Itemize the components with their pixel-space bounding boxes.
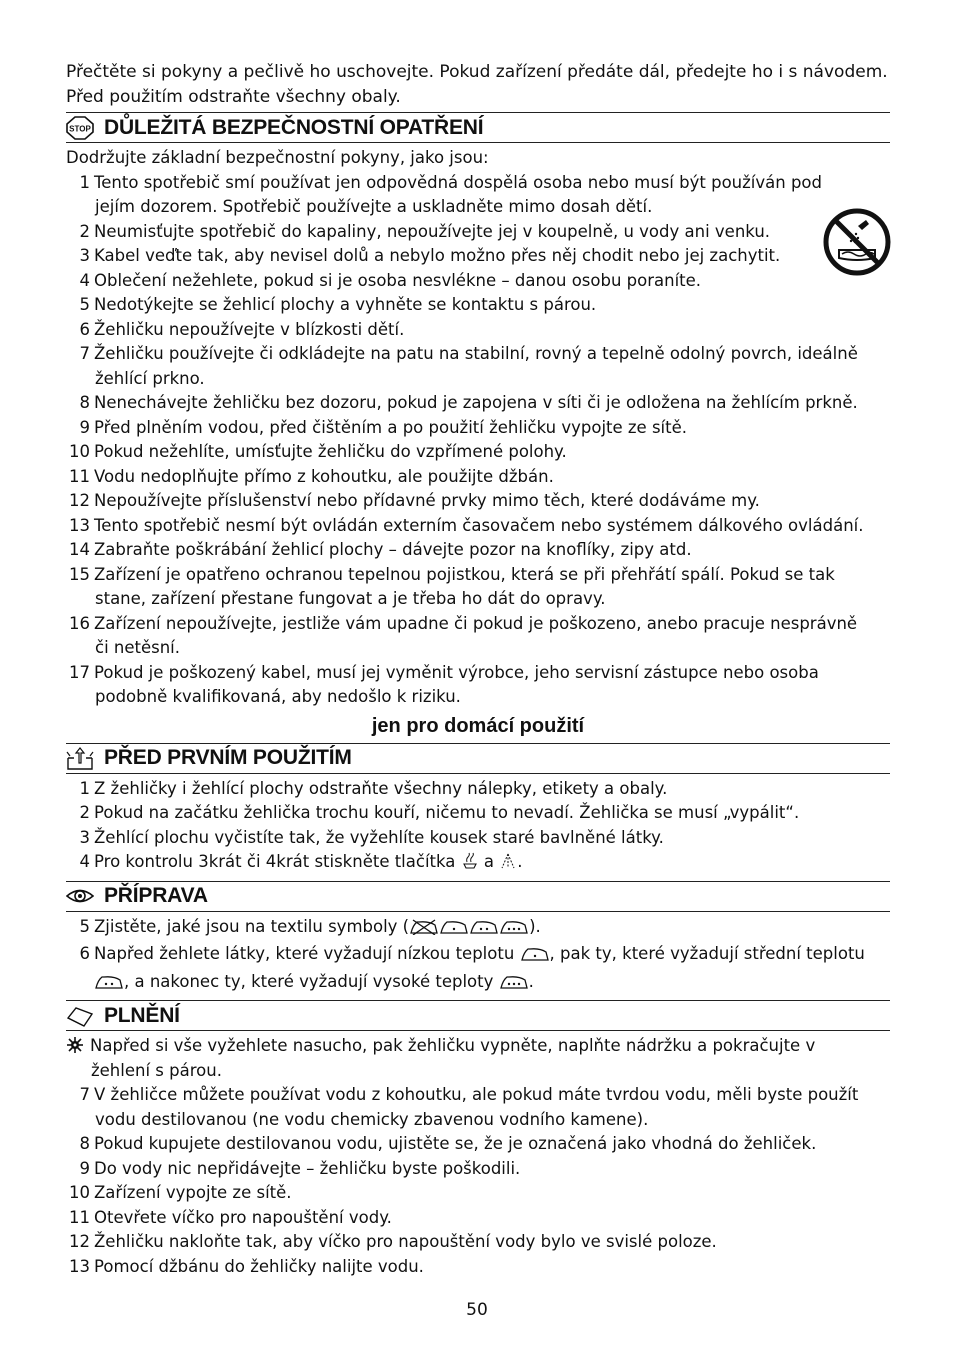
item-number: 7 [79,1085,90,1104]
item-text: Napřed žehlete látky, které vyžadují nízkou teplotu [94,944,515,963]
safety-title: DŮLEŽITÁ BEZPEČNOSTNÍ OPATŘENÍ [104,115,484,139]
list-item [66,1206,890,1231]
item-text: a [483,852,495,871]
list-item [66,391,890,416]
safety-list [66,171,890,710]
item-number: 6 [79,319,90,339]
item-text: Žehličku používejte či odkládejte na patu na stabilní, rovný a tepelně odolný povrch, ideálně [94,344,858,363]
item-text: Žehlící plochu vyčistíte tak, že vyžehlíte kousek staré bavlněné látky. [94,827,664,847]
item-number: 17 [69,662,90,682]
list-item [66,1181,890,1206]
item-number: 8 [79,1134,90,1153]
item-text: Kabel veďte tak, aby nevisel dolů a nebylo možno přes něj chodit nebo jej zachytit. [94,246,781,265]
stop-icon-text: STOP [69,124,91,133]
list-item [66,171,890,220]
page-number: 50 [466,1300,488,1320]
iron-two-dots-icon [469,918,499,943]
item-text-continued: či netěsní. [95,638,181,657]
item-number: 10 [69,1183,90,1202]
filling-list [66,1083,890,1279]
item-text-continued: žehlení s párou. [91,1060,222,1080]
list-item [66,538,890,563]
list-item [66,416,890,441]
item-text: Nenechávejte žehličku bez dozoru, pokud je zapojena v síti či je odložena na žehlícím prkně. [94,393,858,412]
list-item [66,1230,890,1255]
item-number: 2 [79,221,90,241]
item-number: 7 [79,344,90,363]
list-item [66,777,890,802]
list-item [66,801,890,826]
item-number: 8 [79,393,90,412]
list-item [66,612,890,661]
list-item [66,661,890,710]
list-item [66,1157,890,1182]
item-text: Pokud nežehlíte, umísťujte žehličku do vzpřímené polohy. [94,442,567,461]
item-number: 12 [69,1232,90,1251]
item-text-continued: podobně kvalifikovaná, aby nedošlo k riziku. [95,687,461,706]
steam-button-icon [461,852,479,878]
list-item [66,1034,890,1083]
item-text: Nedotýkejte se žehlicí plochy a vyhněte se kontaktu s párou. [94,295,597,314]
item-number: 13 [69,1256,90,1276]
stop-icon [66,116,94,140]
list-item [66,489,890,514]
item-text: Zabraňte poškrábání žehlicí plochy – dávejte pozor na knoflíky, zipy atd. [94,540,692,559]
item-number: 16 [69,613,90,633]
list-item [66,826,890,851]
item-number: 4 [79,852,90,871]
item-number: 6 [79,944,90,963]
intro-line: Před použitím odstraňte všechny obaly. [66,86,401,107]
intro-line: Přečtěte si pokyny a pečlivě ho uschovejte. Pokud zařízení předáte dál, předejte ho i s návodem. [66,62,888,82]
item-text: Pro kontrolu 3krát či 4krát stiskněte tlačítka [94,852,456,871]
list-item [66,244,890,269]
iron-two-dots-icon [94,973,124,998]
item-number: 1 [79,172,90,192]
item-number: 14 [69,540,90,559]
item-text: Zjistěte, jaké jsou na textilu symboly ( [94,916,410,936]
list-item [66,342,890,391]
list-item [66,293,890,318]
dry-ironing-icon [66,1034,90,1083]
list-item [66,563,890,612]
item-number: 15 [69,564,90,584]
item-text: , a nakonec ty, které vyžadují vysoké teploty [124,971,494,991]
iron-three-dots-icon [499,918,529,943]
item-text: Vodu nedoplňujte přímo z kohoutku, ale použijte džbán. [94,466,554,486]
item-text: . [517,852,523,871]
item-number: 3 [79,827,90,847]
iron-one-dot-icon [520,945,550,970]
iron-one-dot-icon [439,918,469,943]
item-text-continued: vodu destilovanou (ne vodu chemicky zbavenou vodního kamene). [95,1109,649,1129]
safety-section-header [66,112,890,143]
list-item [66,465,890,490]
eye-icon [66,884,94,908]
item-text: Pokud kupujete destilovanou vodu, ujistěte se, že je označená jako vhodná do žehliček. [94,1134,817,1153]
first-use-title: PŘED PRVNÍM POUŽITÍM [104,746,352,769]
home-use-only-note: jen pro domácí použití [371,714,585,737]
item-number: 12 [69,491,90,510]
no-iron-symbol-icon [409,918,439,943]
unpack-box-icon [66,746,94,770]
item-number: 10 [69,442,90,461]
item-text: ). [529,916,541,936]
item-number: 9 [79,1158,90,1178]
prep-title: PŘÍPRAVA [104,884,208,907]
list-item [66,440,890,465]
list-item [66,318,890,343]
safety-lead: Dodržujte základní bezpečnostní pokyny, jako jsou: [66,148,489,167]
item-text: Pokud na začátku žehlička trochu kouří, ničemu to nevadí. Žehlička se musí „vypálit“. [94,803,800,822]
item-text-continued: žehlící prkno. [95,368,205,388]
item-text: Tento spotřebič smí používat jen odpovědná dospělá osoba nebo musí být používán pod [94,172,822,192]
filling-title: PLNĚNÍ [104,1003,180,1027]
list-item [66,1132,890,1157]
item-number: 1 [79,778,90,798]
item-text-continued: stane, zařízení přestane fungovat a je třeba ho dát do opravy. [95,589,606,608]
list-item [66,850,890,878]
list-item [66,1083,890,1132]
item-number: 11 [69,1207,90,1227]
prep-section-header [66,881,890,912]
list-item [66,915,890,943]
item-text: Zařízení je opatřeno ochranou tepelnou pojistkou, která se při přehřátí spálí. Pokud se tak [94,564,835,584]
item-number: 4 [79,270,90,290]
list-item [66,220,890,245]
manual-page [66,60,890,1279]
list-item [66,1255,890,1280]
item-text: Zařízení vypojte ze sítě. [94,1183,292,1202]
list-item [66,942,890,997]
filling-section-header [66,1000,890,1031]
first-use-section-header [66,743,890,774]
item-number: 2 [79,803,90,822]
item-text: V žehličce můžete používat vodu z kohoutku, ale pokud máte tvrdou vodu, měli byste použít [94,1085,859,1104]
item-text: Oblečení nežehlete, pokud si je osoba nesvlékne – danou osobu poraníte. [94,270,702,290]
iron-three-dots-icon [499,973,529,998]
item-text: , pak ty, které vyžadují střední teplotu [549,944,865,963]
item-text: Neumisťujte spotřebič do kapaliny, nepoužívejte jej v koupelně, u vody ani venku. [94,221,771,241]
item-number: 11 [69,466,90,486]
item-number: 9 [79,417,90,437]
item-text: Před plněním vodou, před čištěním a po použití žehličku vypojte ze sítě. [94,417,688,437]
spray-button-icon [499,852,517,878]
item-text: Z žehličky i žehlící plochy odstraňte všechny nálepky, etikety a obaly. [94,778,668,798]
item-text: Pomocí džbánu do žehličky nalijte vodu. [94,1256,424,1276]
item-number: 5 [79,916,90,936]
item-text: Napřed si vše vyžehlete nasucho, pak žehličku vypněte, naplňte nádržku a pokračujte v [90,1036,816,1055]
item-text: Zařízení nepoužívejte, jestliže vám upadne či pokud je poškozeno, anebo pracuje nesprávně [94,613,858,633]
intro-text [66,60,890,109]
item-text: Nepoužívejte příslušenství nebo přídavné prvky mimo těch, které dodáváme my. [94,491,760,510]
item-text: Žehličku nakloňte tak, aby víčko pro napouštění vody bylo ve svislé poloze. [94,1232,717,1251]
item-text: Tento spotřebič nesmí být ovládán externím časovačem nebo systémem dálkového ovládání. [94,515,864,535]
item-number: 3 [79,246,90,265]
first-use-list [66,777,890,851]
item-text: Otevřete víčko pro napouštění vody. [94,1207,392,1227]
water-tank-icon [66,1004,94,1028]
item-number: 13 [69,515,90,535]
list-item [66,514,890,539]
item-text: Žehličku nepoužívejte v blízkosti dětí. [94,319,405,339]
item-text: Do vody nic nepřidávejte – žehličku byste poškodili. [94,1158,521,1178]
item-text: Pokud je poškozený kabel, musí jej vyměnit výrobce, jeho servisní zástupce nebo osoba [94,662,819,682]
item-number: 5 [79,295,90,314]
list-item [66,269,890,294]
item-text: . [528,971,534,991]
item-text-continued: jejím dozorem. Spotřebič používejte a uskladněte mimo dosah dětí. [95,197,653,216]
